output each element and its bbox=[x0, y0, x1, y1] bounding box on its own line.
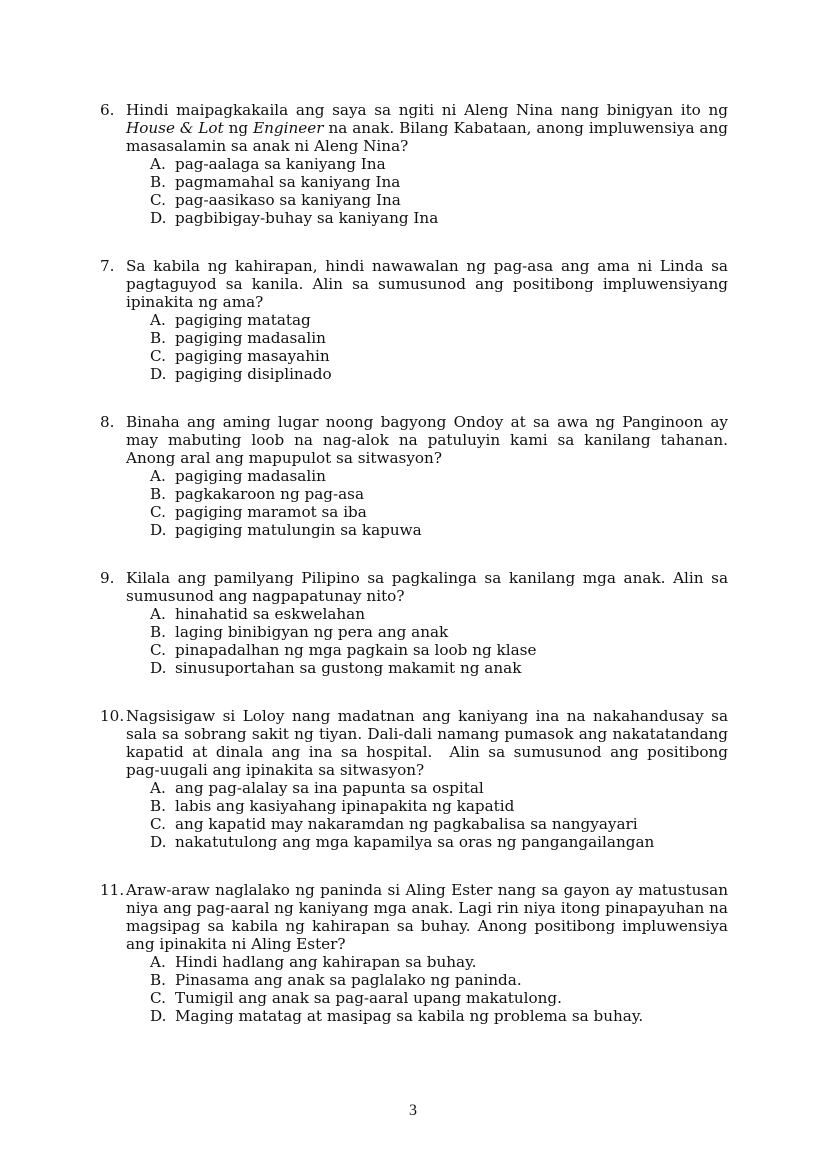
answer-choice bbox=[150, 347, 728, 365]
choice-letter: B. bbox=[150, 329, 166, 347]
choice-letter: D. bbox=[150, 833, 167, 851]
stem-text: Binaha ang aming lugar noong bagyong Ondoy at sa awa ng Panginoon ay may mabuting loob na nag-alok na patuluyin kami sa kanilang tahanan. Anong aral ang mapupulot sa sitwasyon? bbox=[126, 413, 728, 467]
choice-text: Pinasama ang anak sa paglalako ng paninda. bbox=[175, 971, 522, 989]
choice-text: sinusuportahan sa gustong makamit ng anak bbox=[175, 659, 522, 677]
question-number: 7. bbox=[100, 257, 115, 275]
choice-letter: D. bbox=[150, 521, 167, 539]
choice-text: pagkakaroon ng pag-asa bbox=[175, 485, 365, 503]
question-stem bbox=[126, 413, 728, 467]
choice-text: pagiging madasalin bbox=[175, 329, 326, 347]
answer-choice bbox=[150, 503, 728, 521]
choice-text: hinahatid sa eskwelahan bbox=[175, 605, 365, 623]
question-number: 6. bbox=[100, 101, 115, 119]
question-item bbox=[100, 413, 728, 539]
answer-choice bbox=[150, 209, 728, 227]
question-item bbox=[100, 881, 728, 1025]
answer-choice bbox=[150, 659, 728, 677]
answer-choice bbox=[150, 191, 728, 209]
choice-letter: D. bbox=[150, 659, 167, 677]
question-number: 11. bbox=[100, 881, 125, 899]
answer-choice bbox=[150, 953, 728, 971]
choice-letter: B. bbox=[150, 173, 166, 191]
choice-text: pagiging masayahin bbox=[175, 347, 330, 365]
answer-choice bbox=[150, 623, 728, 641]
choice-letter: C. bbox=[150, 347, 166, 365]
choice-letter: A. bbox=[150, 779, 166, 797]
choice-text: pagmamahal sa kaniyang Ina bbox=[175, 173, 401, 191]
question-item bbox=[100, 101, 728, 227]
choice-letter: D. bbox=[150, 1007, 167, 1025]
answer-choices bbox=[100, 953, 728, 1025]
question-stem bbox=[126, 881, 728, 953]
question-number: 9. bbox=[100, 569, 115, 587]
question-item bbox=[100, 707, 757, 851]
page-number: 3 bbox=[409, 1102, 417, 1119]
choice-text: pagiging matulungin sa kapuwa bbox=[175, 521, 422, 539]
answer-choice bbox=[150, 833, 728, 851]
stem-text-italic: Engineer bbox=[253, 119, 324, 137]
stem-text: Nagsisigaw si Loloy nang madatnan ang kaniyang ina na nakahandusay sa sala sa sobrang sakit ng tiyan. Dali-dali namang pumasok ang nakatatandang kapatid at dinala ang ina sa hospital. Alin sa sumusunod ang positibong pag-uugali ang ipinakita sa sitwasyon? bbox=[126, 707, 757, 779]
choice-letter: C. bbox=[150, 989, 166, 1007]
choice-letter: A. bbox=[150, 605, 166, 623]
answer-choice bbox=[150, 605, 728, 623]
choice-text: labis ang kasiyahang ipinapakita ng kapatid bbox=[175, 797, 515, 815]
choice-text: pagiging madasalin bbox=[175, 467, 326, 485]
choice-letter: C. bbox=[150, 641, 166, 659]
answer-choice bbox=[150, 1007, 728, 1025]
choice-text: nakatutulong ang mga kapamilya sa oras ng pangangailangan bbox=[175, 833, 655, 851]
stem-text: Hindi maipagkakaila ang saya sa ngiti ni Aleng Nina nang binigyan ito ng bbox=[126, 101, 728, 119]
choice-text: pagbibigay-buhay sa kaniyang Ina bbox=[175, 209, 439, 227]
answer-choice bbox=[150, 173, 728, 191]
choice-text: pagiging maramot sa iba bbox=[175, 503, 367, 521]
choice-letter: B. bbox=[150, 623, 166, 641]
answer-choice bbox=[150, 989, 728, 1007]
stem-text: na anak. Bilang Kabataan, anong impluwensiya ang masasalamin sa anak ni Aleng Nina? bbox=[126, 119, 728, 155]
question-stem bbox=[126, 101, 728, 155]
choice-letter: B. bbox=[150, 971, 166, 989]
choice-text: ang kapatid may nakaramdan ng pagkabalisa sa nangyayari bbox=[175, 815, 638, 833]
choice-text: ang pag-alalay sa ina papunta sa ospital bbox=[175, 779, 484, 797]
answer-choice bbox=[150, 311, 728, 329]
answer-choice bbox=[150, 365, 728, 383]
choice-text: Maging matatag at masipag sa kabila ng problema sa buhay. bbox=[175, 1007, 644, 1025]
question-number: 10. bbox=[100, 707, 125, 725]
question-stem bbox=[126, 707, 757, 779]
stem-text: Kilala ang pamilyang Pilipino sa pagkalinga sa kanilang mga anak. Alin sa sumusunod ang nagpapatunay nito? bbox=[126, 569, 728, 605]
answer-choices bbox=[100, 605, 728, 677]
question-stem bbox=[126, 257, 728, 311]
answer-choice bbox=[150, 467, 728, 485]
choice-letter: A. bbox=[150, 311, 166, 329]
answer-choice bbox=[150, 641, 728, 659]
answer-choices bbox=[100, 467, 728, 539]
answer-choice bbox=[150, 779, 728, 797]
choice-letter: C. bbox=[150, 503, 166, 521]
answer-choice bbox=[150, 485, 728, 503]
answer-choice bbox=[150, 521, 728, 539]
answer-choice bbox=[150, 815, 728, 833]
choice-letter: B. bbox=[150, 797, 166, 815]
answer-choice bbox=[150, 329, 728, 347]
choice-letter: A. bbox=[150, 155, 166, 173]
choice-letter: C. bbox=[150, 815, 166, 833]
choice-letter: B. bbox=[150, 485, 166, 503]
question-item bbox=[100, 257, 728, 383]
question-number: 8. bbox=[100, 413, 115, 431]
question-item bbox=[100, 569, 728, 677]
choice-letter: D. bbox=[150, 209, 167, 227]
choice-text: pag-aalaga sa kaniyang Ina bbox=[175, 155, 386, 173]
choice-letter: C. bbox=[150, 191, 166, 209]
choice-letter: A. bbox=[150, 953, 166, 971]
answer-choice bbox=[150, 971, 728, 989]
choice-text: pagiging disiplinado bbox=[175, 365, 332, 383]
stem-text: Sa kabila ng kahirapan, hindi nawawalan ng pag-asa ang ama ni Linda sa pagtaguyod sa kanila. Alin sa sumusunod ang positibong impluwensiyang ipinakita ng ama? bbox=[126, 257, 728, 311]
choice-text: pagiging matatag bbox=[175, 311, 311, 329]
choice-text: Tumigil ang anak sa pag-aaral upang makatulong. bbox=[175, 989, 562, 1007]
question-stem bbox=[126, 569, 728, 605]
answer-choices bbox=[100, 155, 728, 227]
stem-text-italic: House & Lot bbox=[126, 119, 224, 137]
choice-text: laging binibigyan ng pera ang anak bbox=[175, 623, 449, 641]
stem-text: ng bbox=[223, 119, 254, 137]
answer-choices bbox=[100, 311, 728, 383]
choice-text: Hindi hadlang ang kahirapan sa buhay. bbox=[175, 953, 477, 971]
choice-letter: D. bbox=[150, 365, 167, 383]
choice-text: pinapadalhan ng mga pagkain sa loob ng klase bbox=[175, 641, 537, 659]
choice-letter: A. bbox=[150, 467, 166, 485]
stem-text: Araw-araw naglalako ng paninda si Aling Ester nang sa gayon ay matustusan niya ang pag-aaral ng kaniyang mga anak. Lagi rin niya itong pinapayuhan na magsipag sa kabila ng kahirapan sa buhay. Anong positibong impluwensiya ang ipinakita ni Aling Ester? bbox=[126, 881, 728, 953]
choice-text: pag-aasikaso sa kaniyang Ina bbox=[175, 191, 401, 209]
answer-choice bbox=[150, 155, 728, 173]
answer-choice bbox=[150, 797, 728, 815]
answer-choices bbox=[100, 779, 728, 851]
